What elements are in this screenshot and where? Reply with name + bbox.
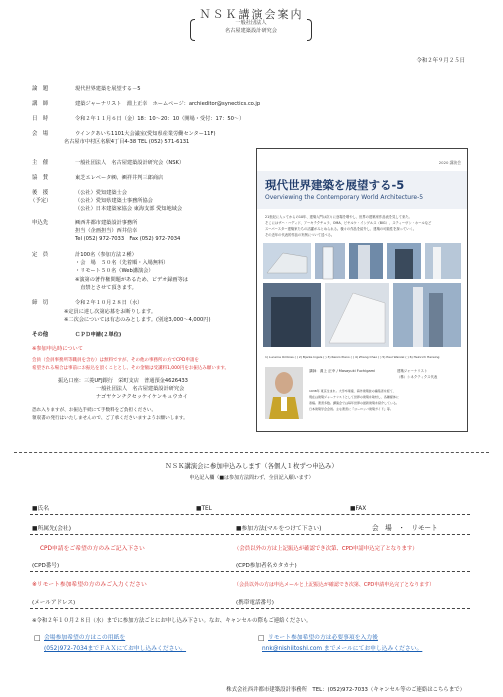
affiliation-label: ■所属先(会社) — [32, 526, 71, 532]
poster-caption: 1) Lucerne Ombres ( ) 2) Bjarke Ingels ( ) 3) Renzo Piano ( ) 4) Zhang Chao ( ) 5) Paul Wanzel ( ) 6) Heinrich Harwing — [265, 355, 440, 359]
venue-checkbox[interactable]: □ — [34, 634, 41, 642]
venue-address: 名古屋市中村区名駅4丁目4-38 TEL (052) 571-6131 — [64, 139, 190, 145]
remote-email-link[interactable]: nnk@nishiitoshi.com までメールにてお申し込みください。 — [262, 646, 423, 652]
poster-text-1: 21世紀に入ってからの10年、建築入門は次々に登場を増やし、世界の建築家作品表を見して来た。 — [265, 215, 412, 219]
email-label: (メールアドレス) — [32, 600, 76, 606]
poster-bio-4: 日本建築学会会員。主な著書に『ヨーロッパ建築ガイド』等。 — [309, 407, 393, 411]
name-label: ■氏名 — [32, 506, 50, 512]
cpd-row-line[interactable] — [30, 571, 470, 572]
cpd-red-line2: 希望される場合は事前にお振込を頂くこととし、その金額は受講料1,000円をお振込み願います。 — [32, 366, 230, 371]
venue-name: ウインクあいち1101大会議室(愛知県産業労働センター11F) — [75, 131, 216, 137]
cpd-kana-label: (CPD参加者名カタカナ) — [236, 563, 297, 569]
form-heading: ＮＳＫ講演会に参加申込みします（各個人１枚ずつ申込み） — [165, 462, 338, 470]
poster-subtitle: Overviewing the Contemporary World Architecture-5 — [265, 194, 424, 201]
apply-label: 申込先 — [32, 220, 49, 226]
form-subheading: 申込記入欄（■は参加方法問わず、全員記入願います） — [189, 475, 314, 481]
sponsor-label: 協 賛 — [32, 175, 49, 181]
poster-year: 2020 講演会 — [438, 160, 461, 165]
fax-label: ■FAX — [350, 506, 367, 512]
capacity-note1: ※演第の著作権問題があるため、ビデオ録画等は — [75, 277, 188, 283]
poster-speaker-name: 講師：淵上 正幸 / Masayuki Fuchigami — [309, 369, 376, 373]
topic-label: 論 題 — [32, 86, 49, 92]
method-options[interactable]: 会 場 ・ リモート — [372, 524, 438, 532]
afterparty-note: ※二次会については有志のみとします。(別途3,000～4,000円) — [64, 317, 211, 323]
mobile-label: (携帯電話番号) — [236, 600, 274, 606]
bank-receipt-note: 領収書の発行はいたしませんので、ご了承くださいますようお願いします。 — [32, 416, 188, 421]
capacity-venue: ・会 場 ５０名（先着順・入場無料） — [75, 260, 169, 266]
support-2: （公社）愛知県建築士事務所協会 — [75, 198, 153, 204]
email-row-line[interactable] — [30, 608, 470, 609]
name-row-line[interactable] — [30, 514, 470, 515]
poster-bio-3: 寄稿。著書多数。講演会では毎年世界の最新建築を紹介している。 — [309, 401, 400, 405]
support-3: （公社）日本建築家協会 東海支部 愛知地域会 — [75, 206, 183, 212]
support-1: （公社）愛知建築士会 — [75, 190, 127, 196]
organizer-bracket — [190, 19, 312, 41]
remote-checkbox[interactable]: □ — [258, 634, 265, 642]
venue-apply-line1: 会場参加希望の方はこの用紙を — [44, 635, 126, 641]
bank-holder-kana: ナゴヤケンチクセッケイケンキュウカイ — [96, 394, 188, 400]
affiliation-row-line[interactable] — [30, 534, 470, 535]
cpd-apply-label: CPD申請をご希望の方のみご記入下さい — [40, 546, 145, 552]
cpd-number-label: (CPD番号) — [32, 563, 60, 569]
speaker-label: 講 師 — [32, 101, 49, 107]
remote-label: ※リモート参加希望の方のみご入力ください — [32, 582, 147, 588]
form-separator — [14, 452, 489, 453]
deadline-label: 締 切 — [32, 300, 49, 306]
apply-office: ㈱西井都市建築設計事務所 — [75, 220, 138, 226]
method-label: ■参加方法(マルをつけて下さい) — [236, 526, 322, 532]
bank-fee-note: 恐れ入りますが、お振込手続にて手数料をご負担ください。 — [32, 408, 157, 413]
support-label-planned: （予定） — [30, 198, 52, 204]
speaker: 建築ジャーナリスト 淵上正幸 ホームページ：archieditor@synectics.co.jp — [75, 101, 261, 107]
tel-label: ■TEL — [196, 506, 212, 512]
capacity-label: 定 員 — [32, 252, 49, 258]
capacity-note2: 直禁とさせて頂きます。 — [75, 285, 137, 291]
bank-holder: 一般社団法人 名古屋建築設計研究会 — [96, 386, 185, 392]
datetime-label: 日 時 — [32, 116, 49, 122]
sponsor: 東芝エレベータ㈱、㈱祥井判三郎商店 — [75, 175, 164, 181]
issue-date: 令和２年９月２５日 — [416, 58, 465, 64]
capacity-total: 計100名（参加方法２種） — [75, 252, 137, 258]
venue-apply-line2 — [44, 646, 186, 653]
deadline: 令和２年１０月２８日（水） — [75, 300, 143, 306]
cpd-title: ＣＰＤ申請(２単位) — [75, 332, 122, 338]
datetime: 令和２年１１月６日（金）18：10～20：10（開場・受付：17：50～） — [75, 116, 245, 122]
deadline-note: ※令和２年１０月２８日（水）までに参加方法ごとにお申し込み下さい。なお、キャンセルの際もご連絡ください。 — [32, 618, 312, 624]
speaker-photo — [265, 367, 303, 419]
footer-contact: 株式会社西井都市建築設計事務所 TEL：(052)972-7033（キャンセル等のご連絡はこちらまで） — [226, 687, 465, 693]
poster-text-2: そこにはザハ・ハディド、アーキテクチュラ、OMA、ビヤルケ・インゲルス（BIG）、スティーヴン・ホールなど — [265, 221, 432, 225]
cpd-apply-note: （会員以外の方は上記振込が確認でき次第、CPD申請申込完了となります） — [234, 546, 418, 552]
host: 一般社団法人 名古屋建築設計研究会（NSK） — [75, 160, 185, 166]
poster-bio-1: 1938年 東京生まれ。大学卒業後、海外建築誌の編集者を経て、 — [309, 389, 396, 393]
venue-label: 会 場 — [32, 131, 49, 137]
poster-profile-2: （株）シネクティクス代表 — [397, 375, 438, 379]
poster-bio-2: 現在は建築ジャーナリストとして世界の建築を取材し、各種媒体に — [309, 395, 399, 399]
fax-number-link[interactable]: (052)972-7034までＦＡＸにてお申し込みください。 — [44, 646, 187, 652]
cpd-red-line1: 会員（会員事務所等職員を含む）は無料ですが、その他の事務所の方でCPD申請を — [32, 358, 199, 363]
full-note: ※定員に達し次第応募をお断りします。 — [64, 309, 157, 315]
support-label: 後 援 — [32, 190, 49, 196]
lecture-poster — [256, 148, 468, 432]
page-title: ＮＳＫ講演会案内 — [199, 8, 304, 21]
org-line2: 名古屋建築設計研究会 — [225, 28, 277, 34]
org-line1: 一般社団法人 — [235, 20, 267, 26]
poster-text-4: その近年の代表的作品の実例について述べる。 — [265, 233, 335, 237]
other-label: その他 — [32, 332, 49, 338]
poster-title: 現代世界建築を展望する-5 — [265, 178, 405, 192]
remote-apply-line1: リモート参加希望の方は必要事項を入力後 — [268, 635, 378, 641]
cpd-red-heading: ※参加申込時について — [32, 346, 83, 352]
host-label: 主 催 — [32, 160, 49, 166]
building-photos — [263, 243, 461, 353]
poster-text-3: スーパースター建築家たちの活躍がみとめられる。様々の作品を紹介し、建築の可能性を探っていく。 — [265, 227, 417, 231]
apply-phone: Tel (052) 972-7033 Fax (052) 972-7034 — [75, 236, 181, 242]
poster-profile-1: 建築ジャーナリスト — [397, 369, 428, 373]
bank-account: 振込口座：三菱UFJ銀行 栄町支店 普通預金4626433 — [58, 378, 188, 384]
capacity-remote: ・リモート５０名（Web講演会） — [75, 268, 154, 274]
remote-note: （会員以外の方は申込メールと上記振込が確認でき次第、CPD申請申込完了となります） — [234, 582, 435, 588]
apply-contact: 担当（企画担当）西井信幸 — [75, 228, 138, 234]
topic: 現代世界建築を展望する－5 — [75, 86, 141, 92]
